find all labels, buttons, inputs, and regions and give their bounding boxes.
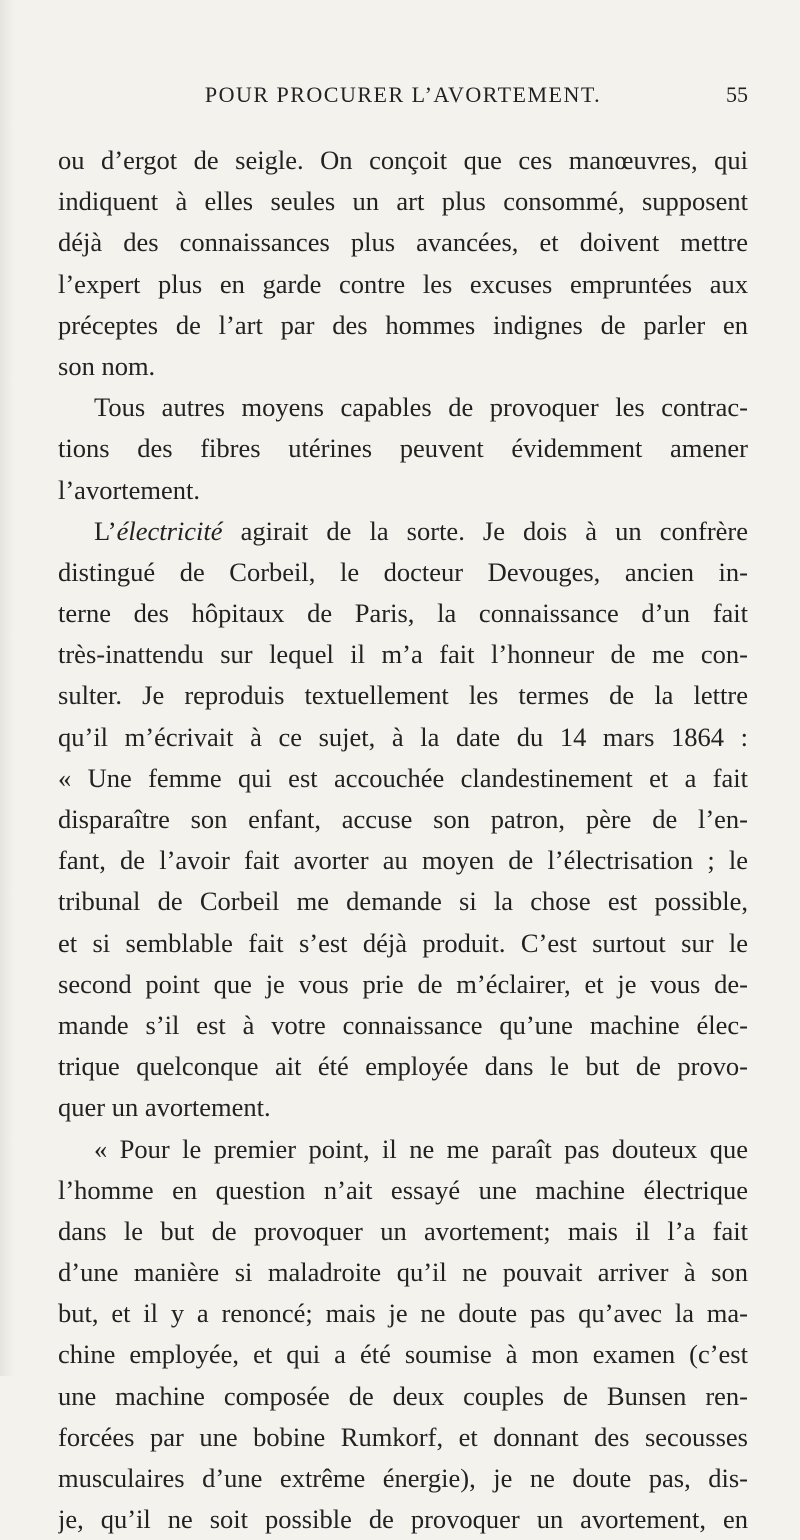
text-line: « Pour le premier point, il ne me paraît pas douteux que — [94, 1133, 748, 1164]
text-line: « Une femme qui est accouchée clandestinement et a fait — [58, 762, 748, 793]
text-line: préceptes de l’art par des hommes indignes de parler en — [58, 309, 748, 340]
text-fragment: agirait de la sorte. Je dois à un confrère — [222, 515, 748, 546]
text-line: distingué de Corbeil, le docteur Devouges, ancien in- — [58, 556, 748, 587]
text-line-electricite — [58, 511, 748, 552]
text-line: qu’il m’écrivait à ce sujet, à la date du 14 mars 1864 : — [58, 721, 748, 752]
text-line: l’expert plus en garde contre les excuses empruntées aux — [58, 268, 748, 299]
page-number: 55 — [726, 82, 748, 107]
italic-term: électricité — [116, 515, 223, 546]
text-line: une machine composée de deux couples de Bunsen ren- — [58, 1380, 748, 1411]
text-line: forcées par une bobine Rumkorf, et donnant des secousses — [58, 1421, 748, 1452]
body-text — [58, 140, 748, 1540]
text-line: quer un avortement. — [58, 1092, 271, 1123]
text-line: disparaître son enfant, accuse son patron, père de l’en- — [58, 804, 748, 834]
text-line: et si semblable fait s’est déjà produit. C’est surtout sur le — [58, 927, 748, 958]
text-line: trique quelconque ait été employée dans le but de provo- — [58, 1051, 748, 1082]
text-line: musculaires d’une extrême énergie), je ne doute pas, dis- — [58, 1463, 748, 1493]
text-line: tions des fibres utérines peuvent évidemment amener — [58, 433, 748, 464]
text-line: second point que je vous prie de m’éclairer, et je vous de- — [58, 968, 748, 999]
running-title: POUR PROCURER L’AVORTEMENT. — [204, 82, 602, 107]
text-line: très-inattendu sur lequel il m’a fait l’honneur de me con- — [58, 639, 748, 670]
text-line: but, et il y a renoncé; mais je ne doute pas qu’avec la ma- — [58, 1298, 748, 1329]
text-line: Tous autres moyens capables de provoquer les contrac- — [94, 392, 748, 423]
text-line: ou d’ergot de seigle. On conçoit que ces manœuvres, qui — [58, 145, 748, 175]
text-line: je, qu’il ne soit possible de provoquer un avortement, en — [58, 1504, 748, 1535]
text-fragment: L’ — [94, 515, 117, 546]
page-header — [58, 82, 748, 122]
page-edge-shadow — [0, 0, 14, 1376]
text-line: l’homme en question n’ait essayé une machine électrique — [58, 1174, 748, 1205]
text-line: terne des hôpitaux de Paris, la connaissance d’un fait — [58, 598, 748, 629]
text-line: l’avortement. — [58, 474, 201, 505]
text-line: mande s’il est à votre connaissance qu’une machine élec- — [58, 1009, 748, 1040]
text-line: tribunal de Corbeil me demande si la chose est possible, — [58, 886, 748, 917]
text-line: indiquent à elles seules un art plus consommé, supposent — [58, 186, 748, 217]
text-line: chine employée, et qui a été soumise à mon examen (c’est — [58, 1339, 748, 1370]
text-line: sulter. Je reproduis textuellement les termes de la lettre — [58, 680, 748, 711]
text-line: son nom. — [58, 350, 156, 381]
text-line: dans le but de provoquer un avortement; mais il l’a fait — [58, 1215, 748, 1246]
text-line: fant, de l’avoir fait avorter au moyen de l’électrisation ; le — [58, 845, 748, 876]
text-line: d’une manière si maladroite qu’il ne pouvait arriver à son — [58, 1257, 748, 1288]
text-line: déjà des connaissances plus avancées, et doivent mettre — [58, 227, 748, 258]
